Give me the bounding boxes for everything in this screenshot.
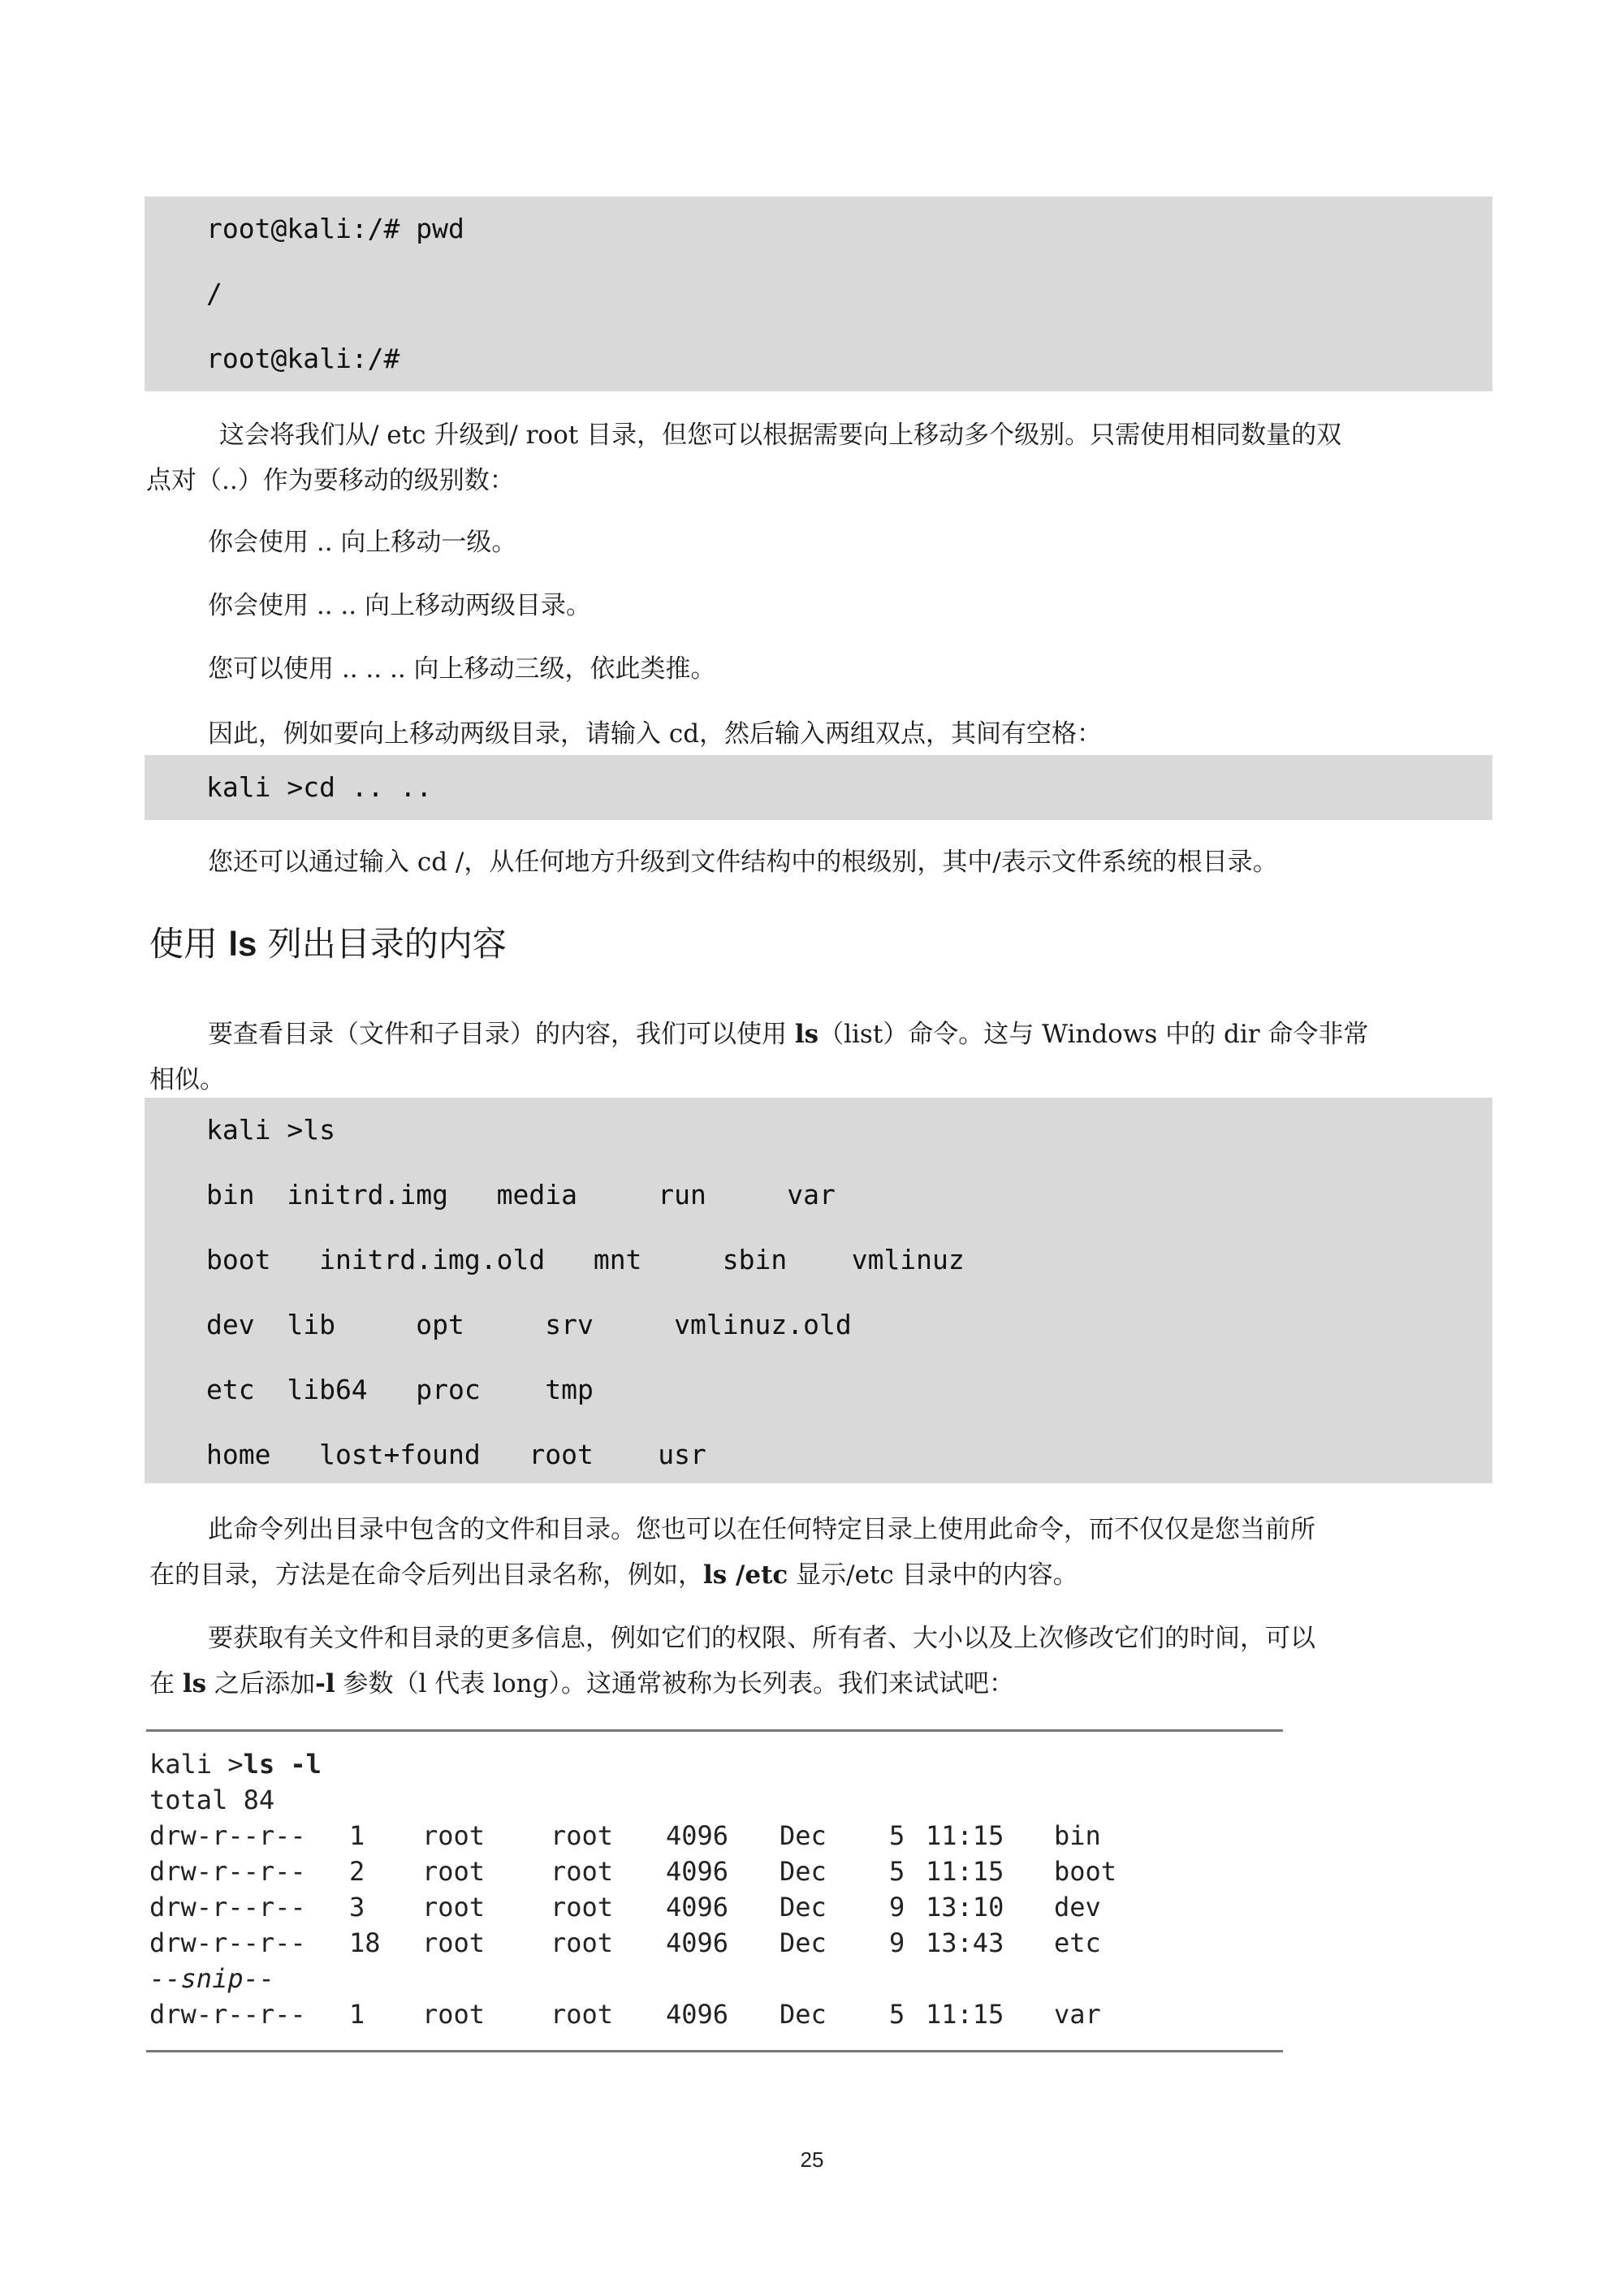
paragraph-cd-up [146,412,1489,503]
text-run: 参数（l 代表 long）。这通常被称为长列表。我们来试试吧： [335,1669,1014,1698]
code-line: dev lib opt srv vmlinuz.old [206,1309,852,1340]
code-line: root@kali:/# pwd [206,213,464,244]
list-item: 您可以使用 .. .. .. 向上移动三级，依此类推。 [208,654,716,684]
code-line: root@kali:/# [206,343,400,374]
listing-cell-size: 4096 [666,1999,729,2030]
code-block-ls [145,1098,1492,1483]
listing-cell-name: bin [1054,1820,1101,1851]
code-line: / [206,278,222,309]
listing-cell-links: 2 [349,1856,365,1887]
inline-command: ls [794,1020,819,1049]
code-line: etc lib64 proc tmp [206,1374,594,1405]
listing-cell-day: 5 [889,1820,905,1851]
code-line: boot initrd.img.old mnt sbin vmlinuz [206,1244,965,1275]
listing-cell-time: 13:43 [926,1927,1004,1958]
listing-cell-name: var [1054,1999,1101,2030]
listing-cell-owner: root [422,1927,486,1958]
inline-command: ls /etc [703,1560,788,1590]
list-item: 你会使用 .. 向上移动一级。 [208,528,517,557]
listing-cell-time: 11:15 [926,1820,1004,1851]
listing-cell-links: 3 [349,1892,365,1923]
code-line: kali >ls [206,1114,335,1146]
paragraph-ls-long [149,1616,1489,1707]
code-line: kali >cd .. .. [206,771,433,803]
listing-cell-name: etc [1054,1927,1101,1958]
text-run: 之后添加 [206,1669,315,1698]
paragraph-line [149,1661,1489,1707]
text-run: 显示/etc 目录中的内容。 [788,1560,1078,1590]
listing-cell-owner: root [422,1892,486,1923]
listing-cell-day: 9 [889,1892,905,1923]
listing-cell-owner: root [422,1820,486,1851]
terminal-listing [146,1729,1283,2052]
heading-command: ls [228,925,257,963]
listing-cell-name: dev [1054,1892,1101,1923]
listing-cell-group: root [551,1892,614,1923]
paragraph-ls-intro [149,1012,1489,1103]
paragraph-ls-dir [149,1507,1489,1598]
terminal-command: ls -l [243,1749,322,1780]
heading-suffix: 列出目录的内容 [257,924,507,964]
list-item: 你会使用 .. .. 向上移动两级目录。 [208,591,591,620]
listing-cell-time: 11:15 [926,1856,1004,1887]
text-run: 在 [149,1669,183,1698]
paragraph-line: 相似。 [149,1065,225,1094]
listing-cell-month: Dec [780,1892,827,1923]
terminal-command-line [149,1748,322,1780]
text-run: （list）命令。这与 Windows 中的 dir 命令非常 [818,1020,1369,1049]
listing-cell-group: root [551,1856,614,1887]
listing-cell-owner: root [422,1999,486,2030]
terminal-total: total 84 [149,1785,275,1815]
listing-cell-perm: drw-r--r-- [149,1927,306,1958]
listing-cell-month: Dec [780,1856,827,1887]
paragraph-cd-root: 您还可以通过输入 cd /，从任何地方升级到文件结构中的根级别，其中/表示文件系统的根目录。 [208,848,1278,877]
list-item: 因此，例如要向上移动两级目录，请输入 cd，然后输入两组双点，其间有空格： [208,719,1103,749]
paragraph-line: 这会将我们从/ etc 升级到/ root 目录，但您可以根据需要向上移动多个级别。只需使用相同数量的双 [219,421,1342,450]
paragraph-line [149,1552,1489,1598]
code-line: home lost+found root usr [206,1439,706,1470]
listing-cell-group: root [551,1999,614,2030]
listing-cell-day: 9 [889,1927,905,1958]
listing-cell-size: 4096 [666,1820,729,1851]
listing-cell-size: 4096 [666,1927,729,1958]
code-block-cd [145,755,1492,820]
listing-cell-links: 18 [349,1927,381,1958]
heading-prefix: 使用 [149,924,229,964]
terminal-snip: --snip-- [149,1963,275,1994]
listing-cell-time: 11:15 [926,1999,1004,2030]
listing-cell-day: 5 [889,1856,905,1887]
listing-cell-group: root [551,1820,614,1851]
listing-cell-group: root [551,1927,614,1958]
code-block-pwd [145,196,1492,391]
inline-flag: -l [314,1669,335,1698]
listing-cell-perm: drw-r--r-- [149,1820,306,1851]
paragraph-line: 此命令列出目录中包含的文件和目录。您也可以在任何特定目录上使用此命令，而不仅仅是您当前所 [208,1515,1315,1544]
listing-cell-month: Dec [780,1820,827,1851]
listing-cell-perm: drw-r--r-- [149,1856,306,1887]
terminal-prompt: kali > [149,1749,244,1780]
section-heading [149,917,507,966]
listing-cell-links: 1 [349,1999,365,2030]
listing-cell-time: 13:10 [926,1892,1004,1923]
paragraph-line [149,1012,1489,1057]
text-run: 要查看目录（文件和子目录）的内容，我们可以使用 [208,1020,795,1049]
listing-cell-perm: drw-r--r-- [149,1892,306,1923]
code-line: bin initrd.img media run var [206,1179,836,1211]
listing-cell-links: 1 [349,1820,365,1851]
listing-cell-size: 4096 [666,1856,729,1887]
listing-cell-month: Dec [780,1927,827,1958]
text-run: 在的目录，方法是在命令后列出目录名称，例如， [149,1560,703,1590]
page-number: 25 [800,2147,824,2172]
listing-cell-perm: drw-r--r-- [149,1999,306,2030]
listing-cell-size: 4096 [666,1892,729,1923]
paragraph-line: 点对（..）作为要移动的级别数： [146,466,515,495]
listing-cell-name: boot [1054,1856,1117,1887]
listing-cell-owner: root [422,1856,486,1887]
inline-command: ls [182,1669,207,1698]
listing-cell-day: 5 [889,1999,905,2030]
paragraph-line: 要获取有关文件和目录的更多信息，例如它们的权限、所有者、大小以及上次修改它们的时间，可以 [208,1624,1315,1653]
listing-cell-month: Dec [780,1999,827,2030]
